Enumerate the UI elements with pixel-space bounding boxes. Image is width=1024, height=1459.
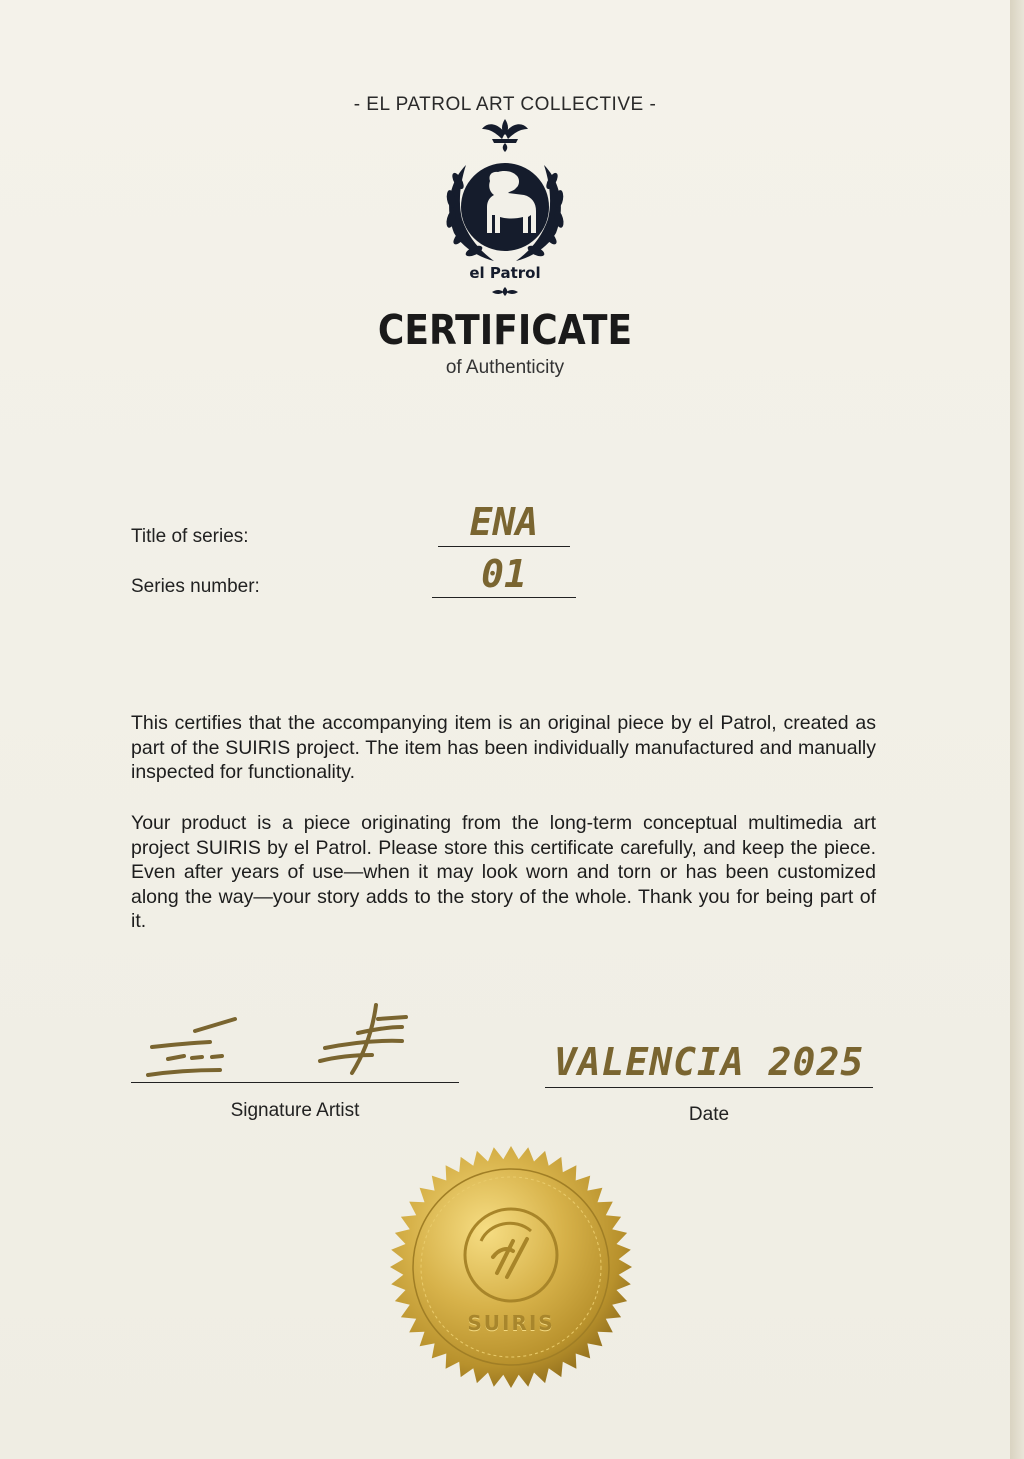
artist-signature-line (131, 1082, 459, 1083)
artist-signature-icon (140, 995, 420, 1080)
series-number-value: 01 (481, 552, 527, 596)
date-value: VALENCIA 2025 (553, 1040, 865, 1084)
series-number-line (432, 597, 576, 598)
story-paragraph: Your product is a piece originating from the long-term conceptual multimedia art project SUIRIS by el Patrol. Please store this certificate carefully, and keep the piece. Even after years of use—when it may look worn and torn or has been customized along the way—your story adds to the story of the whole. Thank you for being part of it. (131, 812, 876, 932)
series-title-line (438, 546, 570, 547)
signature-artist-caption: Signature Artist (230, 1100, 360, 1121)
fleur-icon (482, 119, 528, 152)
gold-foil-seal-icon (389, 1145, 633, 1389)
series-title-label: Title of series: (131, 526, 249, 547)
certificate-title: CERTIFICATE (377, 306, 633, 354)
certificate-subtitle: of Authenticity (445, 357, 565, 378)
certification-paragraph: This certifies that the accompanying item is an original piece by el Patrol, created as part of the SUIRIS project. The item has been individually manufactured and manually inspected for functionality. (131, 712, 876, 783)
date-line (545, 1087, 873, 1088)
date-caption: Date (688, 1104, 730, 1125)
ornament-icon (492, 287, 518, 296)
page-edge (1010, 0, 1024, 1459)
series-title-value: ENA (469, 500, 539, 544)
logo-name: el Patrol (469, 264, 541, 282)
seal-label: SUIRIS (467, 1311, 555, 1335)
collective-heading: - EL PATROL ART COLLECTIVE - (353, 94, 657, 115)
series-number-label: Series number: (131, 576, 260, 597)
